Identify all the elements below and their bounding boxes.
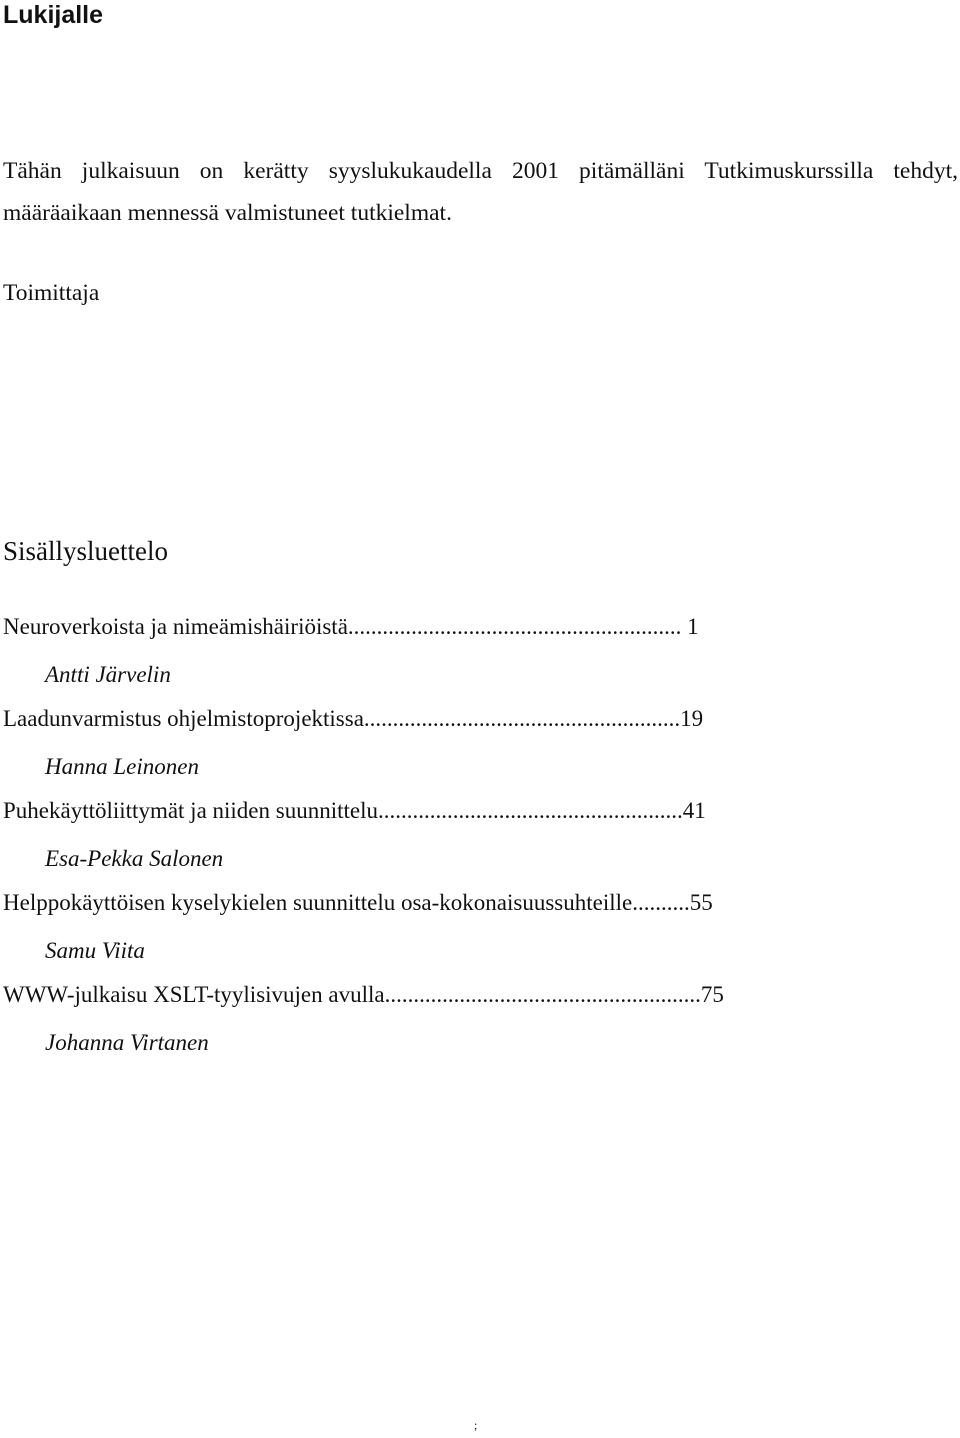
toc-entry-title: Laadunvarmistus ohjelmistoprojektissa.......................................................19 [3, 706, 704, 731]
editor-signature: Toimittaja [3, 280, 100, 306]
toc-entry-author: Esa-Pekka Salonen [45, 846, 224, 871]
toc-entry-author: Samu Viita [45, 938, 145, 963]
toc-entry-title: Neuroverkoista ja nimeämishäiriöistä.......................................................... 1 [3, 614, 699, 639]
page-heading: Lukijalle [3, 1, 104, 29]
page-number: ; [474, 1418, 478, 1432]
toc-entry-title: Helppokäyttöisen kyselykielen suunnittelu osa-kokonaisuussuhteille..........55 [3, 890, 713, 915]
toc-entry-author: Antti Järvelin [45, 662, 171, 687]
intro-paragraph: Tähän julkaisuun on kerätty syyslukukaudella 2001 pitämälläni Tutkimuskurssilla tehdyt, määräaikaan mennessä valmistuneet tutkielmat. [3, 158, 958, 226]
toc-title: Sisällysluettelo [3, 536, 168, 566]
toc-entry-title: WWW-julkaisu XSLT-tyylisivujen avulla.......................................................75 [3, 982, 724, 1007]
toc-entry-author: Johanna Virtanen [45, 1030, 209, 1055]
toc-entry-author: Hanna Leinonen [45, 754, 199, 779]
toc-entry-title: Puhekäyttöliittymät ja niiden suunnittelu.....................................................41 [3, 798, 706, 823]
